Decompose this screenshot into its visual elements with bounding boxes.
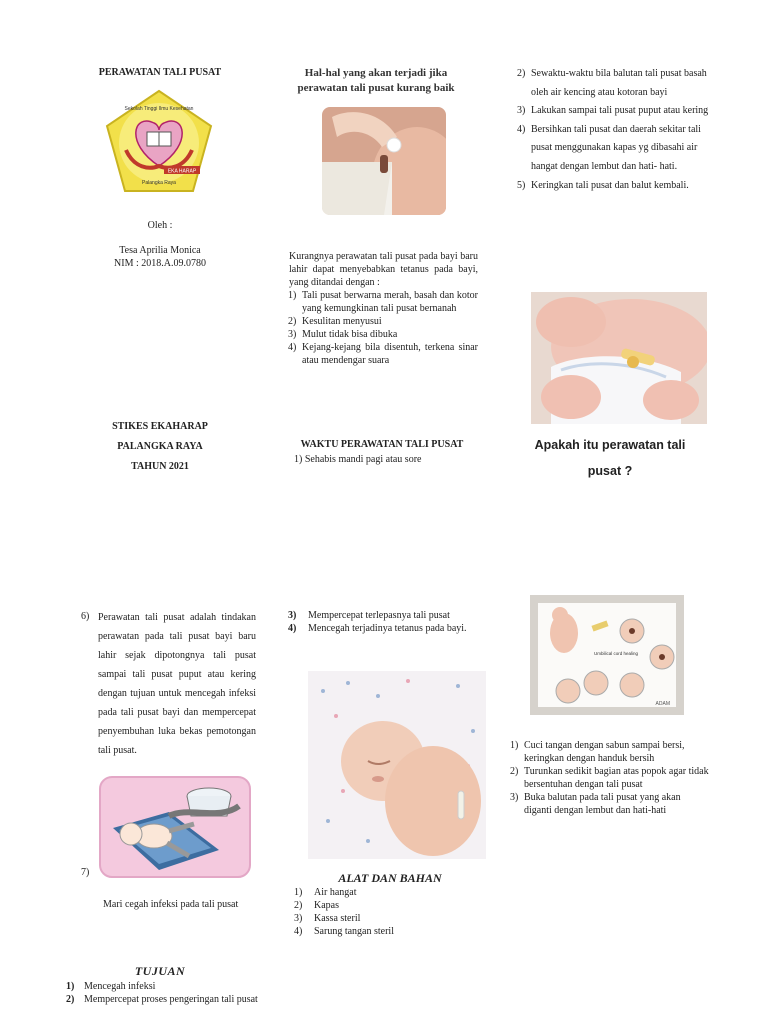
logo-bottom-text: Palangka Raya — [142, 180, 176, 186]
list-item: 3) Lakukan sampai tali pusat puput atau kering — [517, 105, 709, 117]
author-name: Tesa Aprilia Monica — [119, 245, 201, 256]
complications-title-line-1: Hal-hal yang akan terjadi jika — [304, 67, 448, 79]
illustration-cord-care — [99, 776, 251, 878]
tetanus-signs-list — [288, 289, 478, 367]
illustration-caption: Mari cegah infeksi pada tali pusat — [103, 899, 239, 910]
institution-line-2: PALANGKA RAYA — [117, 441, 203, 452]
list-item: 1) Tali pusat berwarna merah, basah dan kotor yang kemungkinan tali pusat bernanah — [288, 290, 478, 314]
waktu-title: WAKTU PERAWATAN TALI PUSAT — [300, 439, 464, 450]
item-number-7: 7) — [81, 867, 90, 878]
list-item: 2) Kesulitan menyusui — [288, 316, 382, 327]
definition-text: Perawatan tali pusat adalah tindakan perawatan pada tali pusat bayi baru lahir sejak dipotongnya tali pusat sampai tali pusat puput atau kering dengan tujuan untuk mencegah infeksi pada tali pusat bayi dan mempercepat penyembuhan luka bekas pemotongan tali pusat. — [98, 612, 256, 756]
list-item: 3) Kassa steril — [294, 913, 361, 924]
tujuan-list — [66, 980, 266, 1006]
list-item: 4) Mencegah terjadinya tetanus pada bayi. — [288, 623, 467, 634]
institution-year: TAHUN 2021 — [131, 461, 189, 472]
photo-cord-cleaning — [322, 107, 446, 215]
list-item: 4) Sarung tangan steril — [294, 926, 394, 937]
care-steps-list — [510, 739, 710, 817]
diagram-label: Umbilical cord healing — [593, 651, 639, 656]
alat-list — [294, 886, 474, 938]
list-item: 3) Mempercepat terlepasnya tali pusat — [288, 610, 450, 621]
question-heading — [515, 432, 705, 484]
list-item: 2) Sewaktu-waktu bila balutan tali pusat basah oleh air kencing atau kotoran bayi — [517, 68, 707, 98]
diagram-cord-healing — [530, 595, 684, 715]
list-item: 1) Cuci tangan dengan sabun sampai bersi, keringkan dengan handuk bersih — [510, 740, 685, 764]
list-item: 1) Mencegah infeksi — [66, 981, 156, 992]
cord-care-list — [517, 65, 717, 195]
list-item: 1) Air hangat — [294, 887, 357, 898]
definition-number: 6) — [81, 611, 90, 622]
list-item: 3) Mulut tidak bisa dibuka — [288, 329, 398, 340]
list-item: 2) Kapas — [294, 900, 339, 911]
waktu-item: 1) Sehabis mandi pagi atau sore — [294, 454, 422, 465]
question-line-1: Apakah itu perawatan tali — [534, 438, 686, 452]
photo-baby-diaper — [531, 292, 707, 424]
list-item: 3) Buka balutan pada tali pusat yang akan diganti dengan lembut dan hati-hati — [510, 792, 681, 816]
photo-newborn — [308, 671, 486, 859]
list-item: 4) Bersihkan tali pusat dan daerah sekitar tali pusat menggunakan kapas yg dibasahi air hangat dengan lembut dan hati- hati. — [517, 123, 701, 172]
list-item: 2) Turunkan sedikit bagian atas popok agar tidak bersentuhan dengan tali pusat — [510, 766, 709, 790]
diagram-brand: ADAM — [655, 701, 670, 707]
oleh-label: Oleh : — [147, 220, 173, 231]
list-item: 5) Keringkan tali pusat dan balut kembali. — [517, 179, 689, 191]
alat-title: ALAT DAN BAHAN — [338, 871, 442, 885]
complications-title-line-2: perawatan tali pusat kurang baik — [297, 82, 455, 94]
school-logo — [104, 88, 214, 194]
brochure-title: PERAWATAN TALI PUSAT — [98, 67, 222, 78]
list-item: 4) Kejang-kejang bila disentuh, terkena sinar atau mendengar suara — [288, 342, 478, 366]
tetanus-intro: Kurangnya perawatan tali pusat pada bayi baru lahir dapat menyebabkan tetanus pada bayi, yang ditandai dengan : — [289, 251, 478, 288]
question-line-2: pusat ? — [587, 464, 633, 478]
institution-line-1: STIKES EKAHARAP — [112, 421, 208, 432]
tujuan-title: TUJUAN — [134, 964, 186, 978]
tujuan-continued-list — [288, 609, 468, 635]
logo-ribbon-text: EKA HARAP — [167, 168, 197, 175]
author-nim: NIM : 2018.A.09.0780 — [114, 258, 206, 269]
complications-title — [276, 66, 476, 96]
list-item: 2) Mempercepat proses pengeringan tali pusat — [66, 994, 258, 1005]
logo-top-text: Sekolah Tinggi Ilmu Kesehatan — [124, 106, 194, 112]
